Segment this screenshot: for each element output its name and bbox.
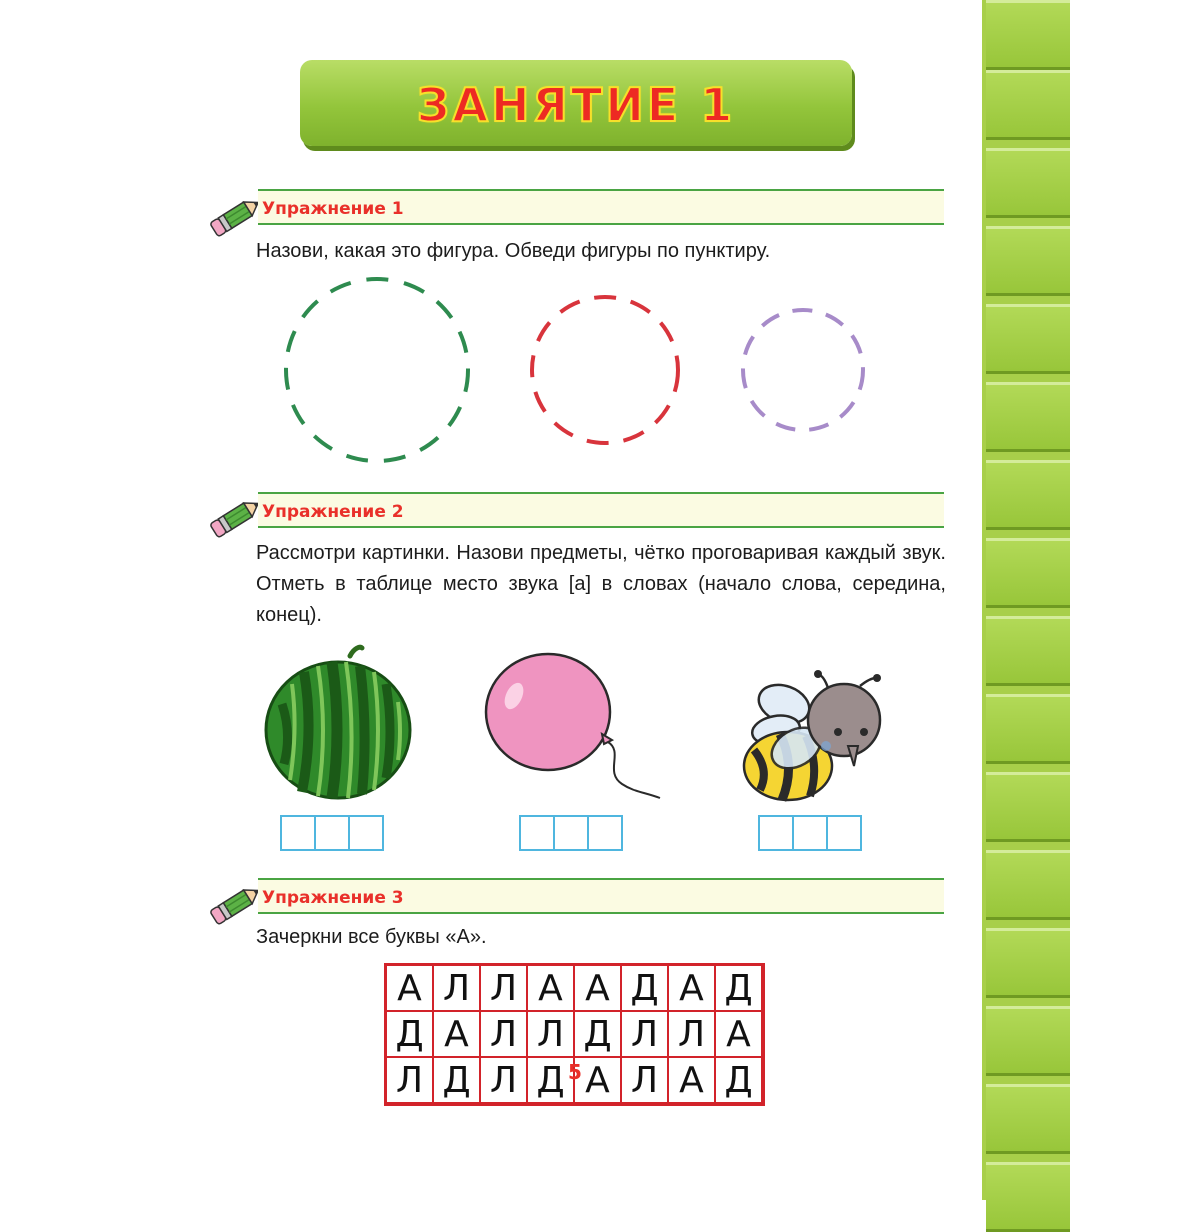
side-tab <box>986 616 1070 686</box>
letter-cell[interactable]: Л <box>528 1012 575 1058</box>
letter-cell[interactable]: Д <box>716 1058 763 1104</box>
letter-cell[interactable]: Д <box>434 1058 481 1104</box>
exercise-1-label: Упражнение 1 <box>262 199 404 219</box>
exercise-3-label: Упражнение 3 <box>262 888 404 908</box>
side-tab <box>986 538 1070 608</box>
answer-cell[interactable] <box>792 815 828 851</box>
exercise-3-instruction: Зачеркни все буквы «А». <box>256 926 487 948</box>
side-tab <box>986 304 1070 374</box>
answer-cells-watermelon <box>280 815 384 851</box>
lesson-title: ЗАНЯТИЕ 1 <box>416 78 736 132</box>
answer-cell[interactable] <box>280 815 316 851</box>
letter-cell[interactable]: А <box>716 1012 763 1058</box>
watermelon-image <box>262 644 414 800</box>
letter-cell[interactable]: А <box>575 966 622 1012</box>
side-tab <box>986 0 1070 70</box>
answer-cells-bee <box>758 815 862 851</box>
letter-cell[interactable]: А <box>528 966 575 1012</box>
letter-cell[interactable]: Д <box>622 966 669 1012</box>
answer-cell[interactable] <box>587 815 623 851</box>
side-tab <box>986 1006 1070 1076</box>
side-tab <box>986 694 1070 764</box>
side-tab-strip <box>982 0 1070 1200</box>
side-tab <box>986 772 1070 842</box>
balloon-image <box>484 652 670 802</box>
letter-cell[interactable]: Л <box>481 966 528 1012</box>
exercise-2-instruction: Рассмотри картинки. Назови предметы, чётко проговаривая каждый звук. Отметь в таблице место звука [а] в словах (начало слова, середина, конец). <box>256 542 946 626</box>
letter-cell[interactable]: А <box>434 1012 481 1058</box>
side-tab <box>986 382 1070 452</box>
side-tab <box>986 226 1070 296</box>
answer-cell[interactable] <box>348 815 384 851</box>
letter-cell[interactable]: А <box>387 966 434 1012</box>
letter-cell[interactable]: Л <box>481 1012 528 1058</box>
letter-cell[interactable]: Л <box>669 1012 716 1058</box>
exercise-1-instruction: Назови, какая это фигура. Обведи фигуры по пунктиру. <box>256 240 771 262</box>
letter-cell[interactable]: Л <box>434 966 481 1012</box>
letter-cell[interactable]: Л <box>481 1058 528 1104</box>
letter-cell[interactable]: А <box>575 1058 622 1104</box>
exercise-2-label: Упражнение 2 <box>262 502 404 522</box>
side-tab <box>986 70 1070 140</box>
letter-grid <box>384 963 765 1106</box>
letter-cell[interactable]: Д <box>387 1012 434 1058</box>
lesson-banner <box>300 60 852 146</box>
letter-cell[interactable]: Д <box>528 1058 575 1104</box>
letter-cell[interactable]: Л <box>387 1058 434 1104</box>
answer-cell[interactable] <box>519 815 555 851</box>
side-tab <box>986 1162 1070 1232</box>
bee-image <box>740 670 890 810</box>
side-tab <box>986 460 1070 530</box>
letter-cell[interactable]: Л <box>622 1058 669 1104</box>
side-tab <box>986 850 1070 920</box>
page-number: 5 <box>568 1060 582 1084</box>
side-tab <box>986 148 1070 218</box>
letter-cell[interactable]: Д <box>575 1012 622 1058</box>
side-tab <box>986 928 1070 998</box>
side-tab <box>986 1084 1070 1154</box>
letter-cell[interactable]: Д <box>716 966 763 1012</box>
letter-cell[interactable]: А <box>669 1058 716 1104</box>
answer-cell[interactable] <box>314 815 350 851</box>
letter-cell[interactable]: А <box>669 966 716 1012</box>
answer-cell[interactable] <box>826 815 862 851</box>
answer-cells-balloon <box>519 815 623 851</box>
letter-cell[interactable]: Л <box>622 1012 669 1058</box>
answer-cell[interactable] <box>758 815 794 851</box>
answer-cell[interactable] <box>553 815 589 851</box>
